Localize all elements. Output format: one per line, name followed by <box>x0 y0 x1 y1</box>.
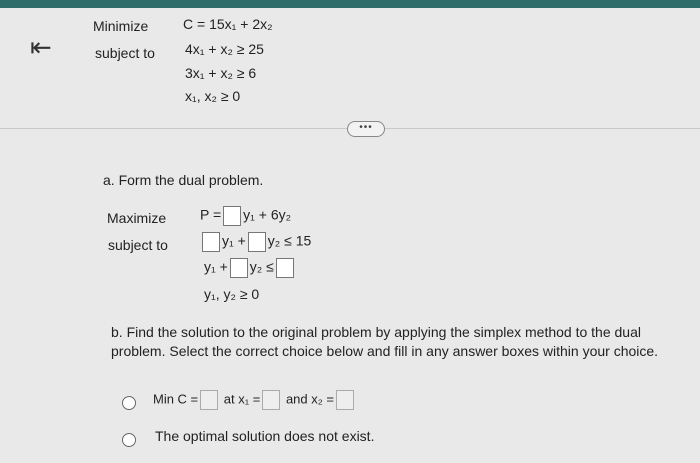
primal-constraint-2: 3x₁ + x₂ ≥ 6 <box>185 65 257 81</box>
x1-box[interactable] <box>262 390 280 410</box>
top-bar <box>0 0 700 8</box>
dual-constraint-1 <box>200 232 311 252</box>
c1-mid: y₁ + <box>222 232 246 249</box>
minimize-label: Minimize <box>93 18 149 34</box>
dual-c2-rhs-box[interactable] <box>276 258 294 278</box>
min-c-box[interactable] <box>200 390 218 410</box>
dual-objective-coef-box[interactable] <box>223 206 241 226</box>
primal-objective: C = 15x₁ + 2x₂ <box>183 16 273 32</box>
obj-prefix: P = <box>200 206 222 223</box>
choice-1-c: and x₂ = <box>285 391 335 407</box>
subject-to-label: subject to <box>95 45 155 61</box>
obj-mid: y₁ + 6y₂ <box>243 206 292 223</box>
choice-2-radio[interactable] <box>122 433 136 447</box>
primal-nonnegativity: x₁, x₂ ≥ 0 <box>185 88 241 104</box>
part-a-prompt: a. Form the dual problem. <box>103 172 264 188</box>
c2-prefix: y₁ + <box>204 258 228 275</box>
c2-mid: y₂ ≤ <box>249 258 274 275</box>
choice-2: The optimal solution does not exist. <box>155 428 375 444</box>
choice-1-b: at x₁ = <box>223 391 261 407</box>
maximize-label: Maximize <box>107 210 167 226</box>
dual-c1-coef2-box[interactable] <box>248 232 266 252</box>
choice-1-radio[interactable] <box>122 396 136 410</box>
dual-constraint-2 <box>204 258 296 278</box>
dual-nonnegativity: y₁, y₂ ≥ 0 <box>204 286 260 302</box>
dual-c2-coef2-box[interactable] <box>230 258 248 278</box>
back-icon[interactable]: ⇤ <box>30 32 52 62</box>
choice-1-a: Min C = <box>153 391 199 407</box>
more-button[interactable]: ••• <box>347 121 385 137</box>
choice-1 <box>153 390 356 410</box>
x2-box[interactable] <box>336 390 354 410</box>
dual-subject-to-label: subject to <box>108 237 168 253</box>
dual-c1-coef1-box[interactable] <box>202 232 220 252</box>
primal-constraint-1: 4x₁ + x₂ ≥ 25 <box>185 41 264 57</box>
c1-suffix: y₂ ≤ 15 <box>267 232 312 249</box>
dual-objective <box>200 206 291 226</box>
part-b-prompt: b. Find the solution to the original problem by applying the simplex method to the dual problem. Select the correct choice below and fill in any answer boxes within your choice. <box>111 324 659 359</box>
